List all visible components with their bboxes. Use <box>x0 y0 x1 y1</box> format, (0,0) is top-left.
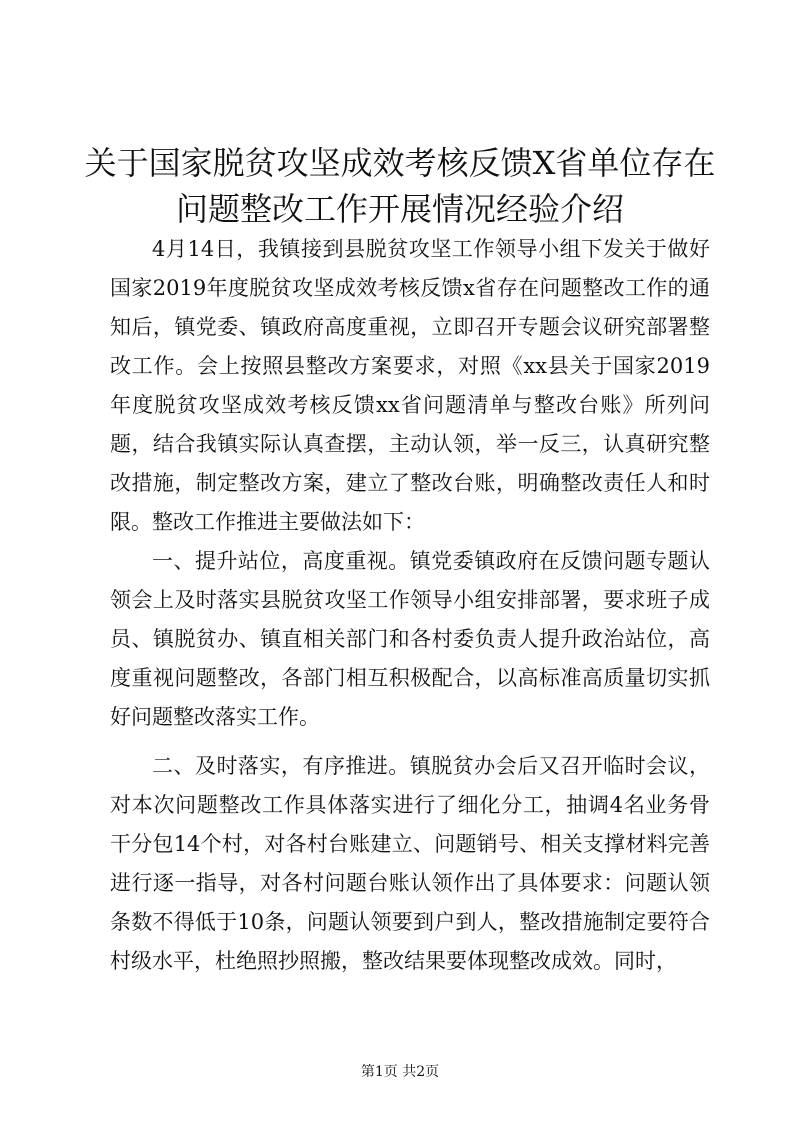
paragraph-section-1: 一、提升站位，高度重视。镇党委镇政府在反馈问题专题认领会上及时落实县脱贫攻坚工作领导小组安排部署，要求班子成员、镇脱贫办、镇直相关部门和各村委负责人提升政治站位，高度重视问题整改，各部门相互积极配合，以高标准高质量切实抓好问题整改落实工作。 <box>110 549 710 729</box>
document-title <box>80 140 720 232</box>
document-body <box>110 230 710 981</box>
paragraph-intro: 4月14日，我镇接到县脱贫攻坚工作领导小组下发关于做好国家2019年度脱贫攻坚成效考核反馈x省存在问题整改工作的通知后，镇党委、镇政府高度重视，立即召开专题会议研究部署整改工作。会上按照县整改方案要求，对照《xx县关于国家2019年度脱贫攻坚成效考核反馈xx省问题清单与整改台账》所列问题，结合我镇实际认真查摆，主动认领，举一反三，认真研究整改措施，制定整改方案，建立了整改台账，明确整改责任人和时限。整改工作推进主要做法如下： <box>110 237 710 534</box>
page-number: 第1页 共2页 <box>360 1064 440 1080</box>
paragraph-section-2: 二、及时落实，有序推进。镇脱贫办会后又召开临时会议，对本次问题整改工作具体落实进行了细化分工，抽调4名业务骨干分包14个村，对各村台账建立、问题销号、相关支撑材料完善进行逐一指导，对各村问题台账认领作出了具体要求：问题认领条数不得低于10条，问题认领要到户到人，整改措施制定要符合村级水平，杜绝照抄照搬，整改结果要体现整改成效。同时， <box>110 754 710 973</box>
title-line-1: 关于国家脱贫攻坚成效考核反馈X省单位存在 <box>84 144 716 182</box>
title-line-2: 问题整改工作开展情况经验介绍 <box>175 190 624 228</box>
